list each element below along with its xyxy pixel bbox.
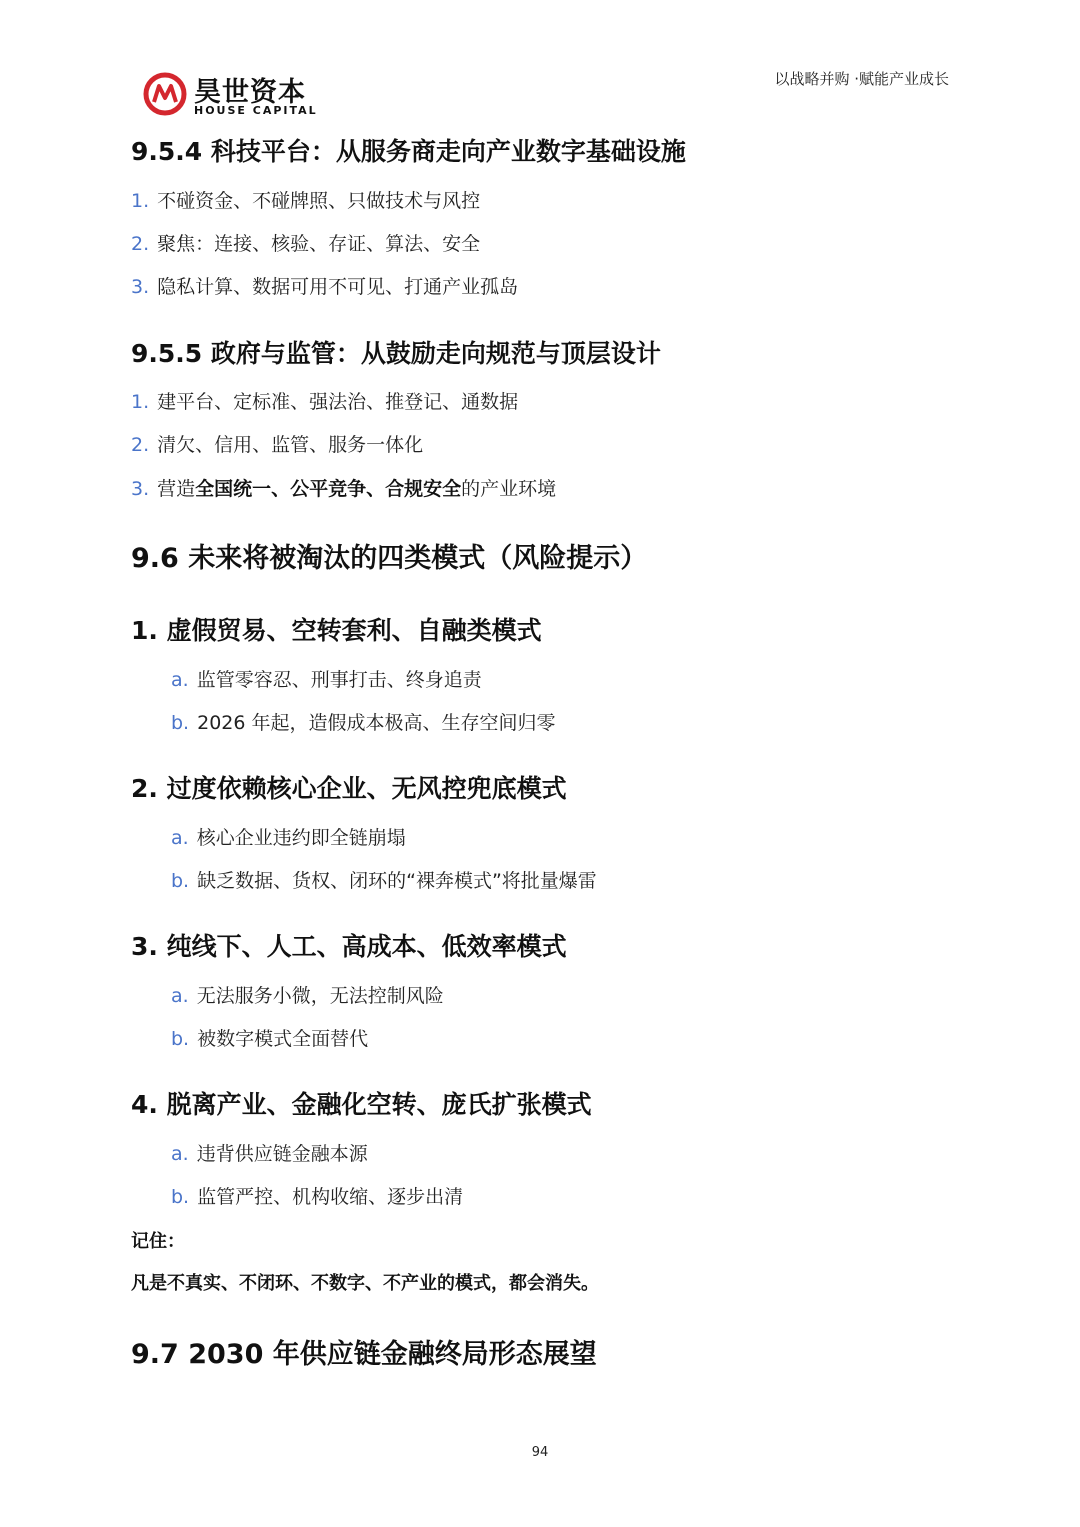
list-letter: b. [171,1186,190,1208]
sub-list-item [171,1139,368,1166]
list-letter: b. [171,1028,190,1050]
page-number: 94 [531,1445,549,1460]
sub-list-item [171,708,556,735]
list-letter: a. [171,1143,189,1165]
list-text: 监管严控、机构收缩、逐步出清 [197,1186,464,1208]
list-letter: b. [171,870,190,892]
list-letter: a. [171,985,189,1007]
sub-list-item [171,665,482,692]
list-item [131,430,423,457]
list-number: 1. [131,190,150,212]
list-text-pre: 营造 [157,478,196,500]
logo [143,72,187,116]
list-text: 不碰资金、不碰牌照、只做技术与风控 [157,190,481,212]
list-text: 违背供应链金融本源 [196,1143,368,1165]
logo-mark-icon [143,72,187,116]
risk-group-title: 3. 纯线下、人工、高成本、低效率模式 [131,932,567,961]
list-item [131,387,518,414]
logo-text-en: HOUSE CAPITAL [194,104,318,117]
list-text: 2026 年起，造假成本极高、生存空间归零 [197,712,556,734]
list-text: 无法服务小微，无法控制风险 [196,985,444,1007]
section-title-97: 9.7 2030 年供应链金融终局形态展望 [131,1339,597,1370]
list-text: 监管零容忍、刑事打击、终身追责 [196,669,482,691]
sub-list-item [171,981,444,1008]
sub-list-item [171,1024,368,1051]
list-number: 3. [131,478,150,500]
list-letter: b. [171,712,190,734]
section-title-954: 9.5.4 科技平台：从服务商走向产业数字基础设施 [131,137,686,166]
list-item [131,272,518,299]
list-number: 3. [131,276,150,298]
list-text-bold: 全国统一、公平竞争、合规安全 [195,478,462,500]
risk-group-title: 1. 虚假贸易、空转套利、自融类模式 [131,616,542,645]
sub-list-item [171,866,597,893]
remember-label: 记住： [131,1231,185,1252]
remember-text: 凡是不真实、不闭环、不数字、不产业的模式，都会消失。 [131,1273,599,1294]
header-tagline: 以战略并购 ·赋能产业成长 [774,70,949,88]
list-item [131,229,480,256]
list-text: 核心企业违约即全链崩塌 [196,827,406,849]
list-text: 被数字模式全面替代 [197,1028,369,1050]
list-number: 1. [131,391,150,413]
logo-text-cn: 昊世资本 [194,77,306,108]
list-text: 隐私计算、数据可用不可见、打通产业孤岛 [157,276,519,298]
section-title-955: 9.5.5 政府与监管：从鼓励走向规范与顶层设计 [131,339,661,368]
list-text: 聚焦：连接、核验、存证、算法、安全 [157,233,481,255]
list-letter: a. [171,827,189,849]
list-letter: a. [171,669,189,691]
risk-group-title: 2. 过度依赖核心企业、无风控兜底模式 [131,774,567,803]
list-text: 清欠、信用、监管、服务一体化 [157,434,424,456]
list-text: 缺乏数据、货权、闭环的“裸奔模式”将批量爆雷 [197,870,597,892]
list-item [131,474,556,501]
list-text-post: 的产业环境 [461,478,557,500]
list-number: 2. [131,434,150,456]
list-item [131,186,480,213]
sub-list-item [171,823,406,850]
list-number: 2. [131,233,150,255]
section-title-96: 9.6 未来将被淘汰的四类模式（风险提示） [131,543,648,574]
risk-group-title: 4. 脱离产业、金融化空转、庞氏扩张模式 [131,1090,592,1119]
sub-list-item [171,1182,463,1209]
list-text: 建平台、定标准、强法治、推登记、通数据 [157,391,519,413]
